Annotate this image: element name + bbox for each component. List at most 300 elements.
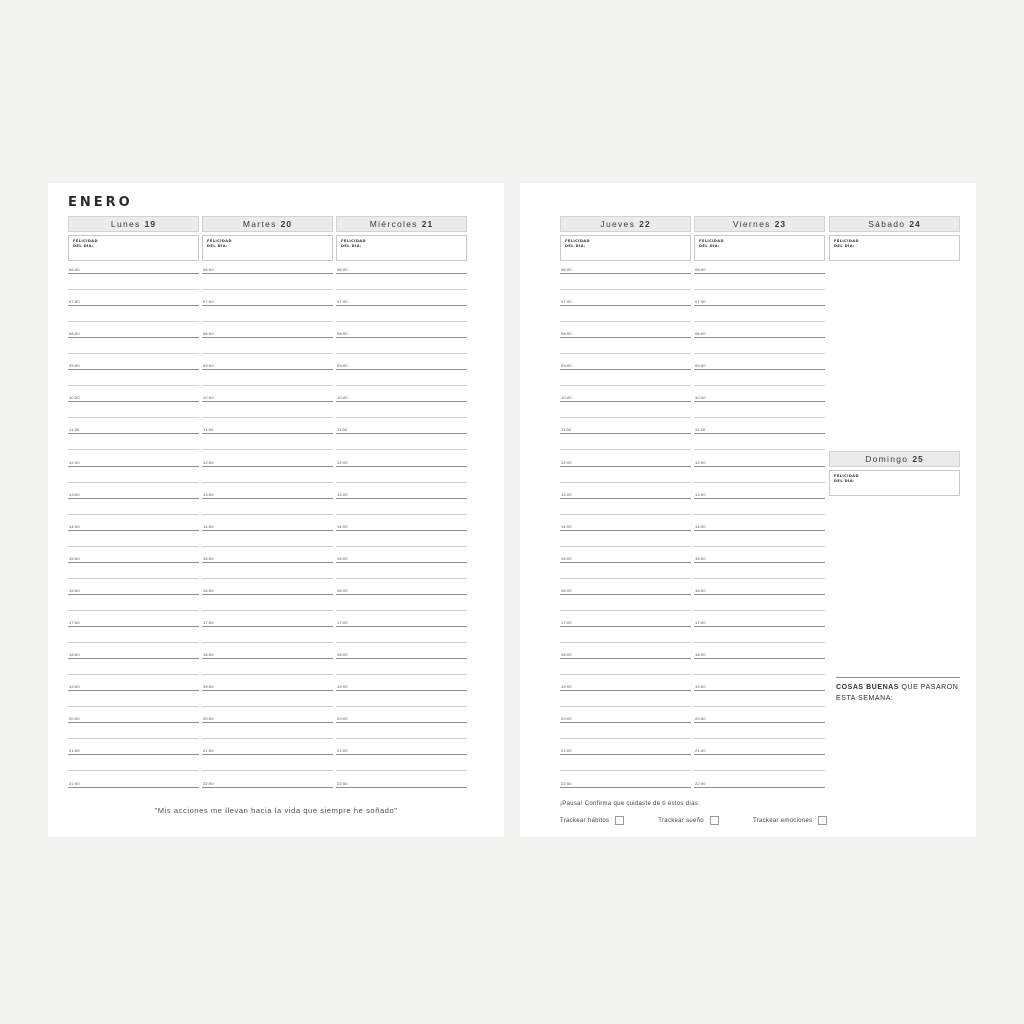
- hour-label: 22:00: [337, 780, 348, 786]
- hour-list-lunes: [68, 267, 199, 813]
- hour-label: 13:00: [203, 491, 214, 497]
- hour-label: 12:00: [337, 459, 348, 465]
- hour-row[interactable]: [336, 460, 467, 492]
- day-number: 23: [774, 219, 787, 229]
- hour-label: 22:00: [203, 780, 214, 786]
- hour-rule: [68, 433, 199, 434]
- half-hour-rule: [560, 674, 691, 675]
- good-things-rule: [836, 677, 960, 678]
- day-number: 24: [909, 219, 921, 229]
- hour-row[interactable]: [694, 588, 825, 620]
- half-hour-rule: [202, 449, 333, 450]
- hour-row[interactable]: [336, 620, 467, 652]
- day-number: 20: [280, 219, 293, 229]
- hour-row[interactable]: [336, 652, 467, 684]
- hour-rule: [694, 594, 825, 595]
- half-hour-rule: [336, 578, 467, 579]
- day-number: 21: [421, 219, 434, 229]
- hour-label: 08:00: [695, 331, 706, 337]
- hour-rule: [68, 626, 199, 627]
- day-column-sabado: [829, 216, 960, 261]
- hour-row[interactable]: [202, 588, 333, 620]
- hour-label: 17:00: [203, 620, 214, 626]
- happiness-label-line1: FELICIDAD: [207, 239, 232, 243]
- hour-row[interactable]: [694, 331, 825, 363]
- hour-label: 09:00: [561, 363, 572, 369]
- hour-rule: [202, 754, 333, 755]
- hour-rule: [336, 658, 467, 659]
- hour-label: 08:00: [203, 331, 214, 337]
- tracker-habitos[interactable]: [560, 816, 624, 825]
- hour-label: 14:00: [69, 523, 80, 529]
- half-hour-rule: [68, 289, 199, 290]
- hour-label: 07:00: [695, 299, 706, 305]
- hour-row[interactable]: [336, 716, 467, 748]
- hour-row[interactable]: [202, 363, 333, 395]
- day-header-jueves[interactable]: [560, 216, 691, 232]
- half-hour-rule: [560, 514, 691, 515]
- hour-label: 11:00: [561, 427, 572, 433]
- hour-rule: [560, 754, 691, 755]
- half-hour-rule: [202, 610, 333, 611]
- hour-row[interactable]: [336, 748, 467, 780]
- hour-label: 06:00: [203, 267, 214, 272]
- half-hour-rule: [694, 482, 825, 483]
- half-hour-rule: [560, 578, 691, 579]
- hour-label: 17:00: [561, 620, 572, 626]
- hour-label: 15:00: [695, 555, 706, 561]
- hour-row[interactable]: [694, 652, 825, 684]
- hour-rule: [68, 498, 199, 499]
- half-hour-rule: [694, 417, 825, 418]
- happiness-box-jueves[interactable]: [560, 235, 691, 261]
- hour-label: 22:00: [69, 780, 80, 786]
- happiness-box-domingo[interactable]: [829, 470, 960, 496]
- hour-row[interactable]: [202, 267, 333, 299]
- hour-rule: [68, 787, 199, 788]
- half-hour-rule: [336, 706, 467, 707]
- hour-rule: [68, 305, 199, 306]
- hour-rule: [336, 690, 467, 691]
- hour-row[interactable]: [336, 588, 467, 620]
- half-hour-rule: [336, 546, 467, 547]
- hour-row[interactable]: [202, 556, 333, 588]
- hour-row[interactable]: [68, 363, 199, 395]
- hour-rule: [202, 369, 333, 370]
- hour-row[interactable]: [202, 748, 333, 780]
- hour-row[interactable]: [694, 395, 825, 427]
- hour-list-miercoles: [336, 267, 467, 813]
- hour-rule: [560, 305, 691, 306]
- hour-label: 15:00: [561, 555, 572, 561]
- hour-row[interactable]: [336, 524, 467, 556]
- hour-rule: [202, 530, 333, 531]
- hour-rule: [694, 498, 825, 499]
- hour-row[interactable]: [68, 460, 199, 492]
- hour-row[interactable]: [336, 684, 467, 716]
- hour-row[interactable]: [694, 781, 825, 813]
- happiness-box-viernes[interactable]: [694, 235, 825, 261]
- hour-label: 12:00: [561, 459, 572, 465]
- half-hour-rule: [202, 738, 333, 739]
- half-hour-rule: [336, 289, 467, 290]
- hour-row[interactable]: [202, 299, 333, 331]
- hour-rule: [694, 466, 825, 467]
- hour-row[interactable]: [694, 267, 825, 299]
- hour-rule: [560, 498, 691, 499]
- hour-rule: [68, 530, 199, 531]
- day-header-lunes[interactable]: [68, 216, 199, 232]
- half-hour-rule: [560, 546, 691, 547]
- hour-label: 18:00: [203, 652, 214, 658]
- hour-row[interactable]: [202, 395, 333, 427]
- happiness-box-lunes[interactable]: [68, 235, 199, 261]
- hour-row[interactable]: [202, 524, 333, 556]
- hour-label: 20:00: [561, 716, 572, 722]
- hour-row[interactable]: [68, 716, 199, 748]
- hour-row[interactable]: [694, 556, 825, 588]
- half-hour-rule: [202, 321, 333, 322]
- hour-row[interactable]: [202, 460, 333, 492]
- hour-row[interactable]: [694, 716, 825, 748]
- half-hour-rule: [68, 385, 199, 386]
- day-number: 25: [912, 454, 924, 464]
- hour-label: 13:00: [337, 491, 348, 497]
- half-hour-rule: [694, 706, 825, 707]
- hour-label: 19:00: [561, 684, 572, 690]
- hour-label: 16:00: [561, 587, 572, 593]
- half-hour-rule: [68, 610, 199, 611]
- half-hour-rule: [202, 706, 333, 707]
- half-hour-rule: [336, 610, 467, 611]
- hour-label: 16:00: [695, 587, 706, 593]
- hour-rule: [68, 754, 199, 755]
- half-hour-rule: [694, 674, 825, 675]
- hour-rule: [68, 466, 199, 467]
- hour-row[interactable]: [68, 299, 199, 331]
- hour-rule: [68, 369, 199, 370]
- happiness-box-sabado[interactable]: [829, 235, 960, 261]
- hour-row[interactable]: [336, 395, 467, 427]
- good-things-section[interactable]: [836, 683, 960, 705]
- hour-label: 20:00: [69, 716, 80, 722]
- half-hour-rule: [694, 385, 825, 386]
- hour-row[interactable]: [560, 524, 691, 556]
- hour-row[interactable]: [68, 524, 199, 556]
- hour-rule: [202, 273, 333, 274]
- hour-rule: [560, 562, 691, 563]
- hour-row[interactable]: [68, 588, 199, 620]
- half-hour-rule: [68, 546, 199, 547]
- hour-row[interactable]: [336, 363, 467, 395]
- half-hour-rule: [694, 642, 825, 643]
- hour-label: 06:00: [561, 267, 572, 272]
- hour-label: 21:00: [203, 748, 214, 754]
- hour-rule: [560, 787, 691, 788]
- hour-row[interactable]: [560, 781, 691, 813]
- day-header-domingo[interactable]: [829, 451, 960, 467]
- hour-row[interactable]: [336, 267, 467, 299]
- half-hour-rule: [68, 417, 199, 418]
- hour-row[interactable]: [560, 460, 691, 492]
- day-header-viernes[interactable]: [694, 216, 825, 232]
- happiness-label-line1: FELICIDAD: [73, 239, 98, 243]
- tracker-sueno[interactable]: [658, 816, 719, 825]
- hour-label: 07:00: [203, 299, 214, 305]
- hour-row[interactable]: [202, 652, 333, 684]
- hour-rule: [68, 594, 199, 595]
- hour-row[interactable]: [336, 427, 467, 459]
- half-hour-rule: [68, 674, 199, 675]
- hour-label: 13:00: [69, 491, 80, 497]
- hour-row[interactable]: [68, 267, 199, 299]
- hour-row[interactable]: [560, 748, 691, 780]
- hour-row[interactable]: [694, 363, 825, 395]
- hour-rule: [694, 626, 825, 627]
- happiness-label-line2: DEL DÍA:: [699, 244, 720, 249]
- half-hour-rule: [68, 321, 199, 322]
- hour-rule: [560, 626, 691, 627]
- hour-row[interactable]: [560, 363, 691, 395]
- happiness-label-line2: DEL DÍA:: [73, 244, 94, 249]
- day-name: Miércoles: [369, 219, 418, 229]
- tracker-label: Trackear hábitos: [560, 817, 610, 824]
- day-column-lunes: [68, 216, 199, 813]
- hour-row[interactable]: [560, 299, 691, 331]
- half-hour-rule: [694, 449, 825, 450]
- hour-rule: [68, 337, 199, 338]
- half-hour-rule: [694, 289, 825, 290]
- hour-label: 11:00: [203, 427, 214, 433]
- hour-list-martes: [202, 267, 333, 813]
- hour-row[interactable]: [68, 395, 199, 427]
- hour-label: 19:00: [203, 684, 214, 690]
- good-things-title-bold: COSAS BUENAS: [836, 684, 899, 691]
- hour-row[interactable]: [560, 556, 691, 588]
- half-hour-rule: [336, 738, 467, 739]
- hour-rule: [336, 337, 467, 338]
- left-page: [48, 183, 504, 837]
- half-hour-rule: [560, 706, 691, 707]
- half-hour-rule: [336, 449, 467, 450]
- hour-label: 21:00: [561, 748, 572, 754]
- hour-label: 12:00: [203, 459, 214, 465]
- hour-label: 18:00: [561, 652, 572, 658]
- half-hour-rule: [68, 706, 199, 707]
- hour-label: 13:00: [695, 491, 706, 497]
- pause-prompt: ¡Pausa! Confirma que cuidaste de ti estos días:: [560, 801, 701, 807]
- half-hour-rule: [336, 482, 467, 483]
- half-hour-rule: [68, 642, 199, 643]
- half-hour-rule: [68, 353, 199, 354]
- hour-label: 13:00: [561, 491, 572, 497]
- hour-label: 16:00: [203, 587, 214, 593]
- hour-rule: [694, 369, 825, 370]
- hour-row[interactable]: [68, 684, 199, 716]
- hour-label: 17:00: [69, 620, 80, 626]
- happiness-label-line1: FELICIDAD: [834, 239, 859, 243]
- hour-rule: [694, 722, 825, 723]
- hour-label: 08:00: [561, 331, 572, 337]
- hour-row[interactable]: [68, 748, 199, 780]
- hour-rule: [202, 401, 333, 402]
- hour-rule: [560, 273, 691, 274]
- half-hour-rule: [336, 417, 467, 418]
- hour-rule: [336, 754, 467, 755]
- hour-rule: [202, 626, 333, 627]
- happiness-box-martes[interactable]: [202, 235, 333, 261]
- hour-row[interactable]: [560, 588, 691, 620]
- hour-label: 11:00: [695, 427, 706, 433]
- hour-rule: [694, 658, 825, 659]
- hour-label: 06:00: [695, 267, 706, 272]
- hour-label: 07:00: [561, 299, 572, 305]
- hour-label: 10:00: [337, 395, 348, 401]
- hour-row[interactable]: [694, 620, 825, 652]
- hour-row[interactable]: [560, 331, 691, 363]
- half-hour-rule: [202, 482, 333, 483]
- hour-label: 17:00: [337, 620, 348, 626]
- hour-row[interactable]: [202, 620, 333, 652]
- happiness-label-line2: DEL DÍA:: [565, 244, 586, 249]
- hour-rule: [336, 433, 467, 434]
- hour-row[interactable]: [68, 556, 199, 588]
- good-things-title-rest: QUE PASARON ESTA SEMANA:: [836, 684, 959, 702]
- half-hour-rule: [694, 738, 825, 739]
- hour-rule: [560, 337, 691, 338]
- hour-rule: [560, 658, 691, 659]
- hour-rule: [68, 562, 199, 563]
- hour-label: 11:00: [69, 427, 80, 433]
- half-hour-rule: [68, 738, 199, 739]
- half-hour-rule: [694, 546, 825, 547]
- hour-row[interactable]: [694, 427, 825, 459]
- half-hour-rule: [202, 289, 333, 290]
- hour-rule: [68, 722, 199, 723]
- hour-label: 14:00: [337, 523, 348, 529]
- hour-row[interactable]: [336, 299, 467, 331]
- day-name: Jueves: [600, 219, 636, 229]
- hour-row[interactable]: [560, 492, 691, 524]
- half-hour-rule: [694, 353, 825, 354]
- hour-rule: [68, 273, 199, 274]
- hour-row[interactable]: [202, 331, 333, 363]
- half-hour-rule: [560, 642, 691, 643]
- day-header-martes[interactable]: [202, 216, 333, 232]
- hour-row[interactable]: [202, 427, 333, 459]
- half-hour-rule: [336, 514, 467, 515]
- hour-rule: [694, 433, 825, 434]
- half-hour-rule: [560, 770, 691, 771]
- hour-list-viernes: [694, 267, 825, 813]
- tracker-list: [560, 816, 827, 825]
- hour-row[interactable]: [694, 492, 825, 524]
- day-name: Lunes: [110, 219, 141, 229]
- tracker-emociones[interactable]: [753, 816, 828, 825]
- hour-rule: [694, 562, 825, 563]
- hour-row[interactable]: [694, 524, 825, 556]
- hour-label: 19:00: [69, 684, 80, 690]
- hour-row[interactable]: [202, 684, 333, 716]
- hour-row[interactable]: [68, 427, 199, 459]
- day-number: 19: [144, 219, 157, 229]
- day-header-miercoles[interactable]: [336, 216, 467, 232]
- hour-row[interactable]: [68, 652, 199, 684]
- hour-row[interactable]: [694, 748, 825, 780]
- hour-row[interactable]: [694, 460, 825, 492]
- day-name: Sábado: [868, 219, 906, 229]
- half-hour-rule: [202, 385, 333, 386]
- day-header-sabado[interactable]: [829, 216, 960, 232]
- hour-row[interactable]: [560, 652, 691, 684]
- hour-rule: [694, 305, 825, 306]
- hour-rule: [202, 658, 333, 659]
- day-column-domingo: [829, 451, 960, 496]
- hour-row[interactable]: [560, 427, 691, 459]
- day-column-martes: [202, 216, 333, 813]
- hour-rule: [336, 594, 467, 595]
- checkbox-icon[interactable]: [818, 816, 827, 825]
- hour-rule: [202, 337, 333, 338]
- hour-row[interactable]: [560, 684, 691, 716]
- happiness-label-line1: FELICIDAD: [834, 474, 859, 478]
- half-hour-rule: [560, 385, 691, 386]
- hour-row[interactable]: [694, 684, 825, 716]
- hour-row[interactable]: [336, 492, 467, 524]
- half-hour-rule: [560, 353, 691, 354]
- hour-label: 20:00: [695, 716, 706, 722]
- happiness-box-miercoles[interactable]: [336, 235, 467, 261]
- hour-rule: [560, 401, 691, 402]
- hour-label: 14:00: [695, 523, 706, 529]
- hour-rule: [560, 690, 691, 691]
- hour-label: 18:00: [337, 652, 348, 658]
- hour-row[interactable]: [68, 492, 199, 524]
- hour-row[interactable]: [202, 716, 333, 748]
- weekly-quote: "Mis acciones me llevan hacia la vida que siempre he soñado": [154, 806, 398, 815]
- hour-row[interactable]: [202, 492, 333, 524]
- hour-rule: [694, 530, 825, 531]
- hour-row[interactable]: [560, 716, 691, 748]
- hour-row[interactable]: [560, 267, 691, 299]
- hour-label: 14:00: [561, 523, 572, 529]
- hour-row[interactable]: [694, 299, 825, 331]
- happiness-label-line2: DEL DÍA:: [834, 244, 855, 249]
- half-hour-rule: [560, 449, 691, 450]
- hour-label: 19:00: [695, 684, 706, 690]
- hour-label: 10:00: [561, 395, 572, 401]
- hour-row[interactable]: [560, 395, 691, 427]
- half-hour-rule: [68, 578, 199, 579]
- hour-rule: [694, 337, 825, 338]
- hour-label: 16:00: [69, 587, 80, 593]
- half-hour-rule: [202, 353, 333, 354]
- checkbox-icon[interactable]: [615, 816, 624, 825]
- hour-label: 07:00: [337, 299, 348, 305]
- hour-row[interactable]: [68, 331, 199, 363]
- half-hour-rule: [336, 642, 467, 643]
- hour-row[interactable]: [68, 620, 199, 652]
- hour-rule: [202, 722, 333, 723]
- hour-rule: [336, 273, 467, 274]
- hour-rule: [336, 562, 467, 563]
- hour-row[interactable]: [336, 331, 467, 363]
- hour-rule: [694, 690, 825, 691]
- checkbox-icon[interactable]: [710, 816, 719, 825]
- hour-row[interactable]: [336, 556, 467, 588]
- hour-row[interactable]: [560, 620, 691, 652]
- half-hour-rule: [560, 289, 691, 290]
